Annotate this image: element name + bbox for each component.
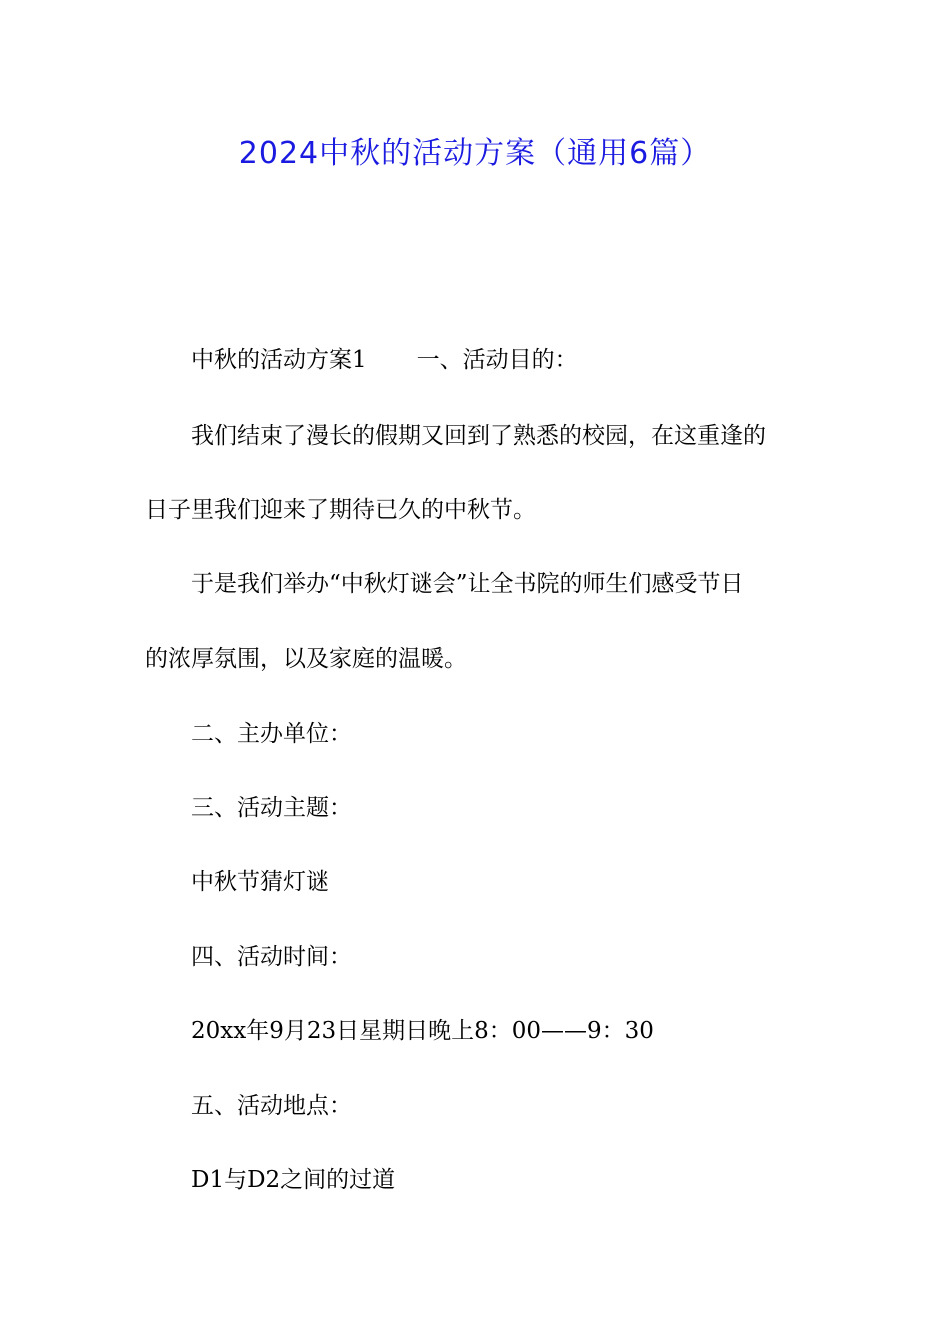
paragraph-2-text-1: 于是我们举办“中秋灯谜会”让全书院的师生们感受节日 xyxy=(191,571,744,597)
item2-heading: 二、主办单位： xyxy=(191,721,352,747)
item-5-heading-line xyxy=(145,1068,807,1144)
theme-value: 中秋节猜灯谜 xyxy=(191,869,329,895)
section-heading: 中秋的活动方案1 xyxy=(191,347,367,373)
location-value: D1与D2之间的过道 xyxy=(191,1167,396,1193)
item3-heading: 三、活动主题： xyxy=(191,795,352,821)
paragraph-1-line-1 xyxy=(145,398,807,474)
document-title: 2024中秋的活动方案（通用6篇） xyxy=(238,136,712,171)
location-line xyxy=(145,1142,807,1218)
item-4-heading-line xyxy=(145,919,807,995)
item4-heading: 四、活动时间： xyxy=(191,944,352,970)
paragraph-1-text-1: 我们结束了漫长的假期又回到了熟悉的校园，在这重逢的 xyxy=(191,423,766,449)
item-3-heading-line xyxy=(145,770,807,846)
paragraph-2-line-1 xyxy=(145,546,807,622)
paragraph-2-line-2 xyxy=(145,621,807,697)
paragraph-1-text-2: 日子里我们迎来了期待已久的中秋节。 xyxy=(145,497,536,523)
section-heading-line xyxy=(145,322,807,398)
item1-heading: 一、活动目的： xyxy=(416,347,578,373)
item-2-heading-line xyxy=(145,696,807,772)
theme-line xyxy=(145,844,807,920)
paragraph-1-line-2 xyxy=(145,472,807,548)
item5-heading: 五、活动地点： xyxy=(191,1093,352,1119)
time-line xyxy=(145,993,807,1069)
time-value: 20xx年9月23日星期日晚上8：00——9：30 xyxy=(191,1018,654,1044)
paragraph-2-text-2: 的浓厚氛围，以及家庭的温暖。 xyxy=(145,646,467,672)
